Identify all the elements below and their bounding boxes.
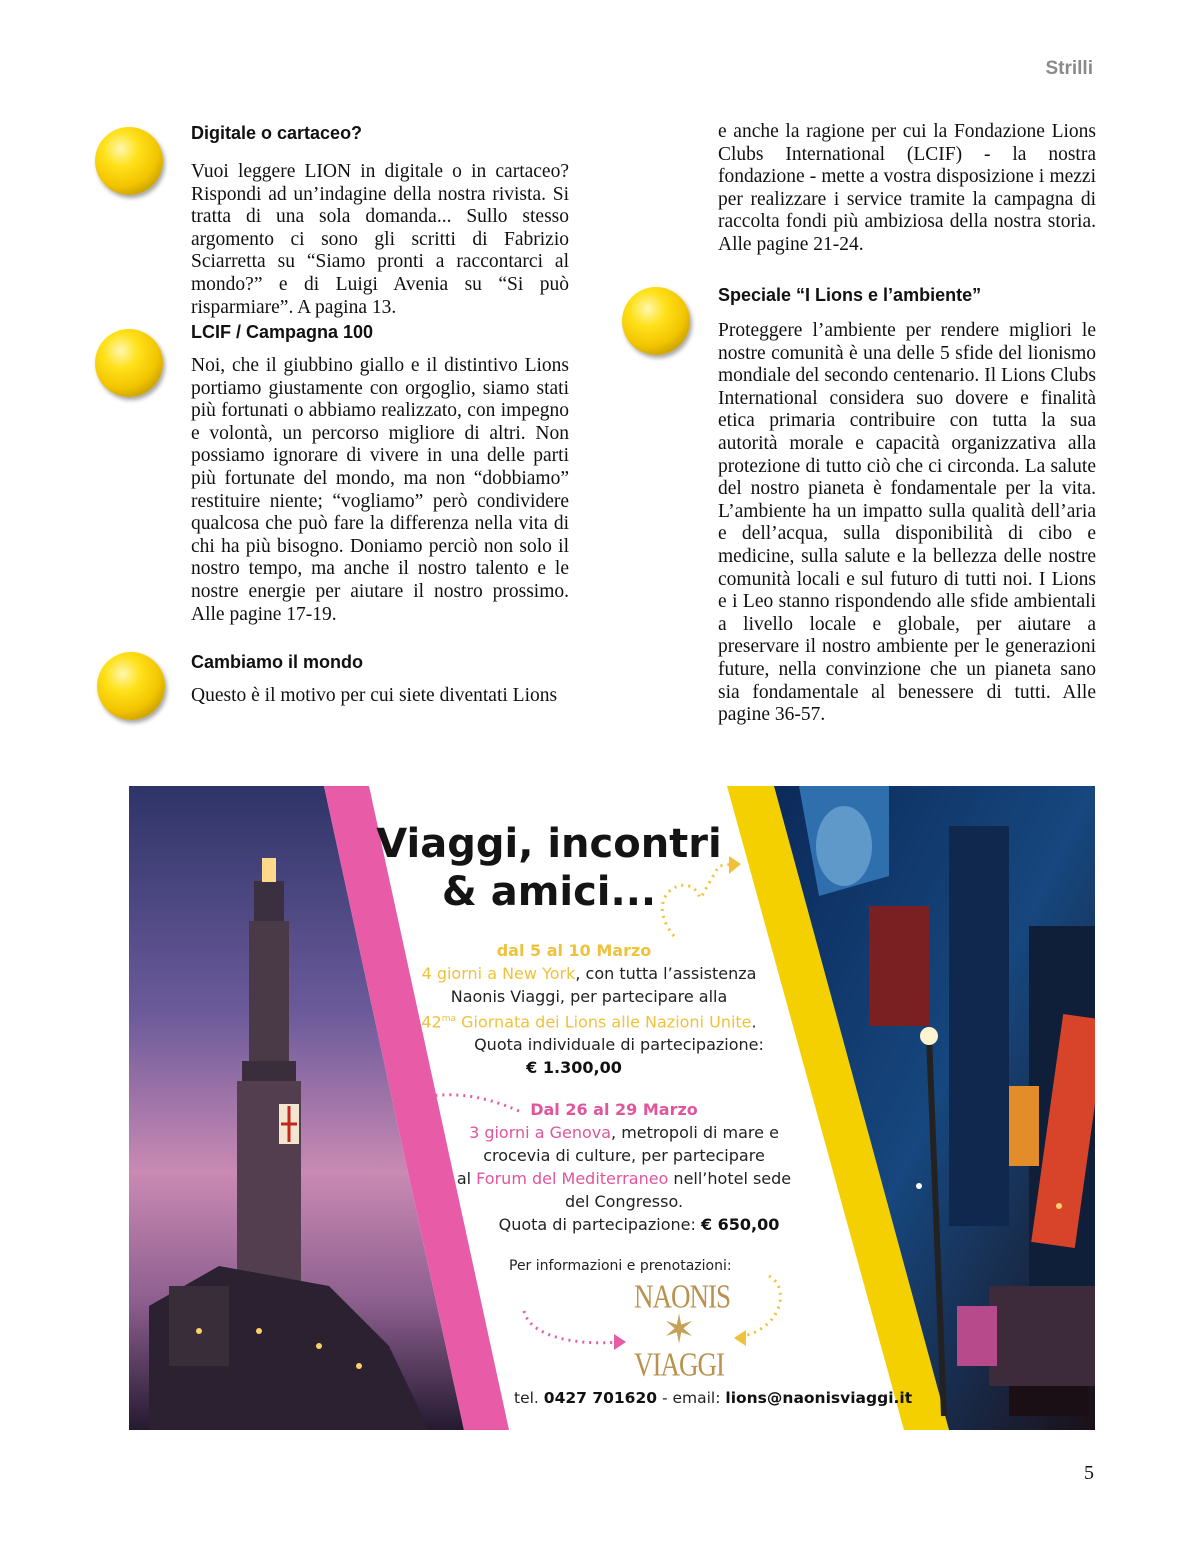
star-icon: ✶ — [662, 1307, 696, 1352]
bullet-dot — [95, 329, 163, 397]
article-cambiamo — [191, 652, 569, 708]
pink-dotted-arrow-logo — [524, 1311, 619, 1343]
article-lcif — [191, 322, 569, 626]
travel-advertisement — [129, 786, 1095, 1430]
bullet-dot — [622, 287, 690, 355]
article-body: Noi, che il giubbino giallo e il distintivo Lions portiamo giustamente con orgoglio, siamo stati più fortunati o abbiamo realizzato, con impegno e volontà, un percorso migliore di altri. Non possiamo ignorare di vivere in una delle parti più fortunate del mondo, ma non “dobbiamo” restituire niente; “vogliamo” però condividere qualcosa che può fare la differenza nella vita di chi ha più bisogno. Doniamo perciò non solo il nostro tempo, ma anche il nostro talento e le nostre energie per aiutare il nostro prossimo. Alle pagine 17-19. — [191, 355, 569, 625]
trip-new-york: dal 5 al 10 Marzo 4 giorni a New York, con tutta l’assistenza Naonis Viaggi, per partecipare alla $42^{ma}$ Giornata dei Lions alle Nazioni Unite. Quota individuale di partecipazione: € 1.300,00 — [421, 941, 764, 1078]
article-body-continued: e anche la ragione per cui la Fondazione Lions Clubs International (LCIF) - la nostra fondazione - mette a vostra disposizione i mezzi per realizzare i service tramite la campagna di raccolta fondi più ambiziosa della nostra storia. Alle pagine 21-24. — [718, 121, 1096, 255]
article-digitale — [191, 123, 569, 319]
naonis-viaggi-logo: NAONIS ✶ VIAGGI — [634, 1277, 731, 1383]
ad-title: Viaggi, incontri & amici... — [376, 821, 722, 915]
article-cambiamo-continued — [718, 121, 1096, 257]
ad-contact: tel. 0427 701620 - email: lions@naonisviaggi.it — [514, 1389, 913, 1407]
article-title: Speciale “I Lions e l’ambiente” — [718, 285, 982, 305]
trip-genova: Dal 26 al 29 Marzo 3 giorni a Genova, metropoli di mare e crocevia di culture, per partecipare al Forum del Mediterraneo nell’hotel sede del Congresso. Quota di partecipazione: € 650,00 — [456, 1100, 792, 1234]
section-tag: Strilli — [1045, 58, 1093, 79]
email-link[interactable]: lions@naonisviaggi.it — [725, 1389, 913, 1407]
article-title: LCIF / Campagna 100 — [191, 322, 374, 342]
article-body: Proteggere l’ambiente per rendere migliori le nostre comunità è una delle 5 sfide del lionismo mondiale del secondo centenario. Il Lions Clubs International considera suo dovere e finalità etica primaria contribuire con tutta la sua autorità morale e capacità organizzativa alla protezione di tutto ciò che ci circonda. La salute del nostro pianeta è fondamentale per la vita. L’ambiente ha un impatto sulla qualità dell’aria e dell’acqua, sulla disponibilità di cibo e medicine, sulla salute e la bellezza delle nostre comunità locali e sul futuro di tutti noi. I Lions e i Leo stanno rispondendo alle sfide ambientali a livello locale e globale, per aiutare a preservare il nostro ambiente per le generazioni future, nella convinzione che un pianeta sano sia fondamentale al benessere di tutti. Alle pagine 36-57. — [718, 320, 1096, 726]
bullet-dot — [97, 652, 165, 720]
page-number: 5 — [1084, 1462, 1094, 1484]
article-body: Questo è il motivo per cui siete diventati Lions — [191, 685, 558, 706]
article-ambiente — [718, 285, 1096, 727]
ad-info-label: Per informazioni e prenotazioni: — [509, 1258, 732, 1274]
article-body: Vuoi leggere LION in digitale o in cartaceo? Rispondi ad un’indagine della nostra rivista. Si tratta di una sola domanda... Sullo stesso argomento ci sono gli scritti di Fabrizio Sciarretta su “Siamo pronti a raccontarci al mondo?” e di Luigi Avenia su “Si può risparmiare”. A pagina 13. — [191, 161, 569, 318]
bullet-dot — [95, 127, 163, 195]
phone-number[interactable]: 0427 701620 — [543, 1389, 658, 1407]
article-title: Cambiamo il mondo — [191, 652, 364, 672]
gold-dotted-arrow-logo — [744, 1276, 780, 1336]
article-title: Digitale o cartaceo? — [191, 123, 363, 143]
